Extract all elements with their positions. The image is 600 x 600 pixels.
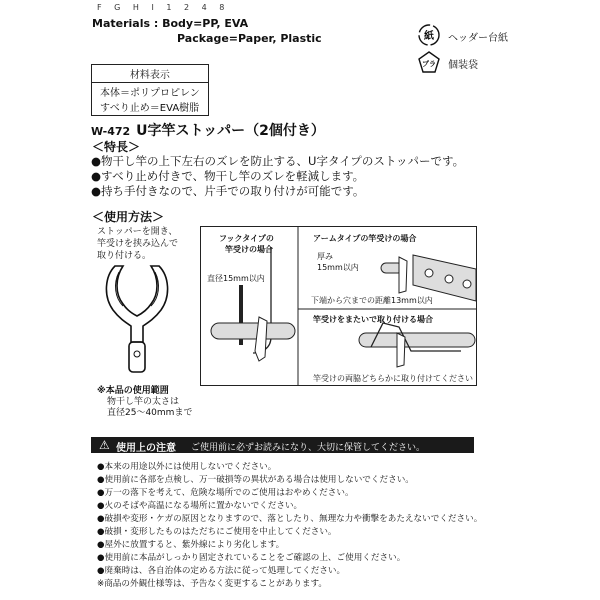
materials-line-1: Materials : Body=PP, EVA — [92, 17, 249, 30]
caution-subheading: ご使用前に必ずお読みになり、大切に保管してください。 — [191, 443, 426, 453]
caution-item: ●屋外に放置すると、紫外線により劣化します。 — [97, 540, 285, 550]
hook-diameter: 直径15mm以内 — [207, 274, 265, 283]
features-heading: ＜特長＞ — [92, 140, 141, 154]
materials-line-2: Package=Paper, Plastic — [177, 32, 322, 45]
usage-line: 竿受けを挟み込んで — [97, 239, 179, 249]
caution-heading: 使用上の注意 — [116, 443, 176, 454]
hole-distance: 下端から穴までの距離13mm以内 — [311, 296, 433, 305]
model-number: W-472 — [91, 125, 131, 138]
stopper-clip-illustration — [97, 262, 177, 384]
caution-item: ●使用前に本品がしっかり固定されていることをご確認の上、ご使用ください。 — [97, 553, 406, 563]
caution-item: ●本来の用途以外には使用しないでください。 — [97, 462, 277, 472]
usage-heading: ＜使用方法＞ — [92, 210, 165, 224]
caution-item: ●廃棄時は、各自治体の定める方法に従って処理してください。 — [97, 566, 346, 576]
plastic-recycle-icon — [418, 51, 440, 73]
usage-range — [97, 386, 192, 419]
paper-recycle-icon — [418, 24, 440, 46]
caution-header-bar — [91, 437, 474, 453]
hook-title-2: 竿受けの場合 — [225, 245, 273, 254]
caution-item: ※商品の外観仕様等は、予告なく変更することがあります。 — [97, 579, 327, 589]
range-line: 物干し竿の太さは — [107, 397, 180, 407]
caution-item: ●使用前に各部を点検し、万一破損等の異状がある場合は使用しないでください。 — [97, 475, 414, 485]
plastic-recycle-mark — [418, 51, 568, 73]
product-title — [91, 120, 325, 140]
warning-icon: ⚠ — [99, 438, 110, 452]
paper-recycle-mark — [418, 24, 568, 46]
caution-item: ●破損や変形・ケガの原因となりますので、落としたり、無理な力や衝撃をあたえないでください。 — [97, 514, 483, 524]
hook-title-1: フックタイプの — [219, 234, 274, 243]
either-end-note: 竿受けの両脇どちらかに取り付けてください — [313, 374, 473, 383]
material-nonslip: すべり止め＝EVA樹脂 — [100, 103, 200, 114]
product-name: U字竿ストッパー（2個付き） — [136, 123, 325, 139]
paper-recycle-label: ヘッダー台紙 — [448, 33, 508, 44]
feature-item: ●持ち手付きなので、片手での取り付けが可能です。 — [91, 184, 365, 198]
caution-item: ●万一の落下を考えて、危険な場所でのご使用はおやめください。 — [97, 488, 354, 498]
product-code: F G H I 1 2 4 8 — [97, 3, 230, 12]
feature-item: ●すべり止め付きで、物干し竿のズレを軽減します。 — [91, 169, 365, 183]
material-table — [91, 64, 209, 116]
range-title: ※本品の使用範囲 — [97, 386, 169, 396]
caution-item: ●破損・変形したものはただちにご使用を中止してください。 — [97, 527, 337, 537]
installation-diagram — [200, 226, 477, 386]
caution-item: ●火のそばや高温になる場所に置かないでください。 — [97, 501, 303, 511]
usage-instructions — [97, 226, 178, 262]
paper-mark-text: 紙 — [424, 31, 434, 42]
arm-thickness-2: 15mm以内 — [317, 263, 359, 272]
usage-line: 取り付ける。 — [97, 251, 152, 261]
feature-item: ●物干し竿の上下左右のズレを防止する、U字タイプのストッパーです。 — [91, 154, 465, 168]
straddle-title: 竿受けをまたいで取り付ける場合 — [313, 315, 433, 324]
material-table-row — [92, 83, 209, 116]
usage-line: ストッパーを開き、 — [97, 227, 178, 237]
material-body: 本体＝ポリプロピレン — [100, 88, 200, 99]
arm-title: アームタイプの竿受けの場合 — [313, 234, 417, 243]
material-table-header: 材料表示 — [92, 65, 209, 83]
arm-thickness-1: 厚み — [317, 252, 333, 261]
plastic-recycle-label: 個装袋 — [448, 60, 478, 71]
range-line: 直径25〜40mmまで — [107, 408, 193, 418]
plastic-mark-text: プラ — [422, 60, 436, 68]
